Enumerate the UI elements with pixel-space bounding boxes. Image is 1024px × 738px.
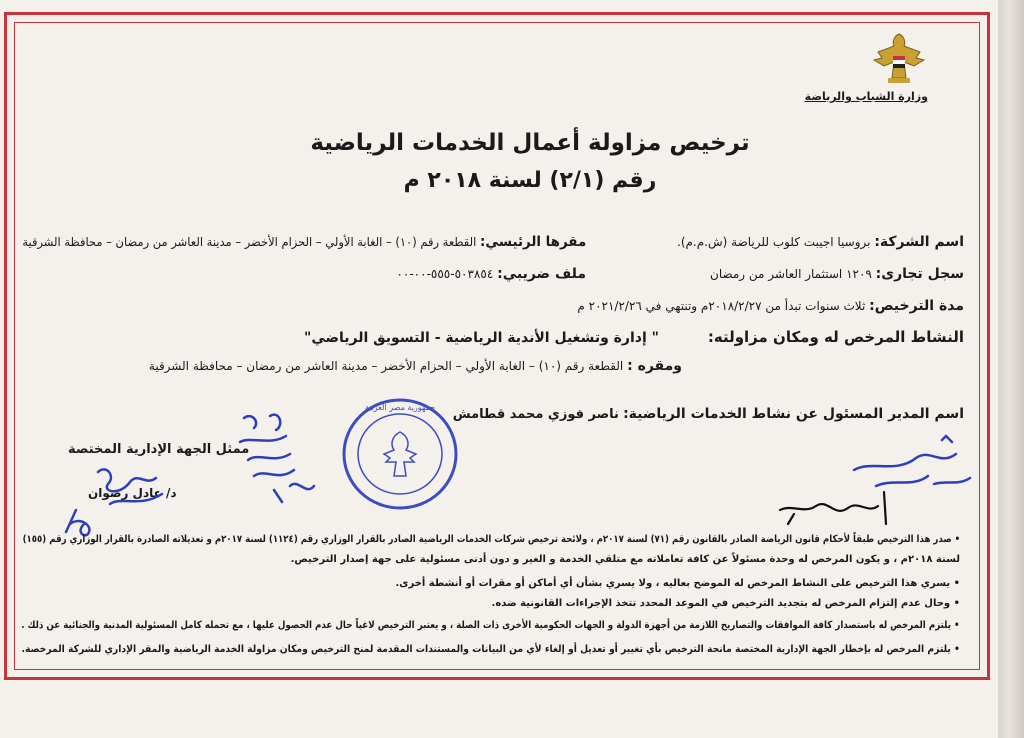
location-label: ومقره : <box>627 358 682 374</box>
duration-value: ثلاث سنوات تبدأ من ٢٠١٨/٢/٢٧م وتنتهي في ٢٠٢١/٢/٢٦ م <box>577 299 866 313</box>
hq-field <box>22 234 586 250</box>
ministry-name: وزارة الشباب والرياضة <box>804 90 928 103</box>
handwritten-date-note <box>230 408 330 508</box>
black-signature <box>774 484 904 534</box>
manager-label: اسم المدير المسئول عن نشاط الخدمات الرياضية: <box>623 406 964 422</box>
activity-field <box>304 328 964 346</box>
background-edge <box>998 0 1024 738</box>
note-item: لسنة ٢٠١٨م ، و يكون المرخص له وحدة مسئولاً عن كافة تعاملاته مع متلقي الخدمة و الغير و دون أدنى مسئولية على جهة إصدار الترخيص. <box>290 554 960 565</box>
commercial-register-field <box>710 266 964 282</box>
authority-name: د/ عادل رضوان <box>88 486 177 500</box>
duration-label: مدة الترخيص: <box>869 298 964 314</box>
official-stamp <box>340 396 460 512</box>
license-number: رقم (٢/١) لسنة ٢٠١٨ م <box>403 168 657 193</box>
authority-label: ممثل الجهة الإدارية المختصة <box>68 442 250 457</box>
note-item: • يلتزم المرخص له بإخطار الجهة الإدارية المختصة مانحة الترخيص بأي تغيير أو تعديل أو إلغاء لأي من البيانات والمستندات المقدمة لمنح الترخيص ومكان مزاولة الخدمة الرياضية والمقر الإداري للشركة المرخصة. <box>21 644 960 655</box>
commercial-register-label: سجل تجارى: <box>875 266 964 282</box>
note-item: • يسري هذا الترخيص على النشاط المرخص له الموضح بعاليه ، ولا يسري بشأن أي أماكن أو مقرات أو أنشطة أخرى. <box>395 578 960 589</box>
note-item: • يلتزم المرخص له باستصدار كافة الموافقات والتصاريح اللازمة من أجهزة الدولة و الجهات الحكومية الأخرى ذات الصلة ، و يعتبر الترخيص لاغياً حال عدم الحصول عليها ، مع تحمله كامل المسئولية المدنية والجنائية عن ذلك . <box>21 620 960 631</box>
manager-field <box>453 406 964 422</box>
activity-value: " إدارة وتشغيل الأندية الرياضية - التسويق الرياضي" <box>304 330 659 346</box>
note-item: • صدر هذا الترخيص طبقاً لأحكام قانون الرياضة الصادر بالقانون رقم (٧١) لسنة ٢٠١٧م ، ولائحة ترخيص شركات الخدمات الرياضية الصادر بالقرار الوزاري رقم (١١٢٤) لسنة ٢٠١٧م و تعديلاته الصادرة بالقرار الوزاري رقم (١٥٥) <box>22 534 960 545</box>
tax-file-field <box>396 266 586 282</box>
authority-signature <box>50 452 200 542</box>
document-title: ترخيص مزاولة أعمال الخدمات الرياضية <box>310 130 750 156</box>
note-item: • وحال عدم إلتزام المرخص له بتجديد الترخيص في الموعد المحدد تتخذ الإجراءات القانونية ضده. <box>491 598 960 609</box>
egypt-eagle-emblem-icon <box>868 28 930 88</box>
hq-label: مقرها الرئيسي: <box>479 234 586 250</box>
company-label: اسم الشركة: <box>874 234 964 250</box>
tax-file-value: ٥٠٣٨٥٤-٥٥٥-٠٠-٠٠ <box>396 267 494 281</box>
hq-value: القطعة رقم (١٠) – الغابة الأولي – الحزام الأخضر – مدينة العاشر من رمضان – محافظة الشرقية <box>22 235 477 249</box>
activity-label: النشاط المرخص له ومكان مزاولته: <box>707 328 964 346</box>
company-value: بروسيا اجيبت كلوب للرياضة (ش.م.م). <box>677 235 871 249</box>
tax-file-label: ملف ضريبي: <box>497 266 586 282</box>
commercial-register-value: ١٢٠٩ استثمار العاشر من رمضان <box>710 267 872 281</box>
location-field <box>149 358 682 374</box>
company-field <box>677 234 964 250</box>
stamp-text: جمهورية مصر العربية <box>364 403 436 412</box>
duration-field <box>577 298 964 314</box>
location-value: القطعة رقم (١٠) – الغابة الأولي – الحزام الأخضر – مدينة العاشر من رمضان – محافظة الشرقية <box>148 359 624 373</box>
manager-value: ناصر فوزي محمد قطامش <box>452 407 619 422</box>
red-border-inner <box>14 22 980 670</box>
